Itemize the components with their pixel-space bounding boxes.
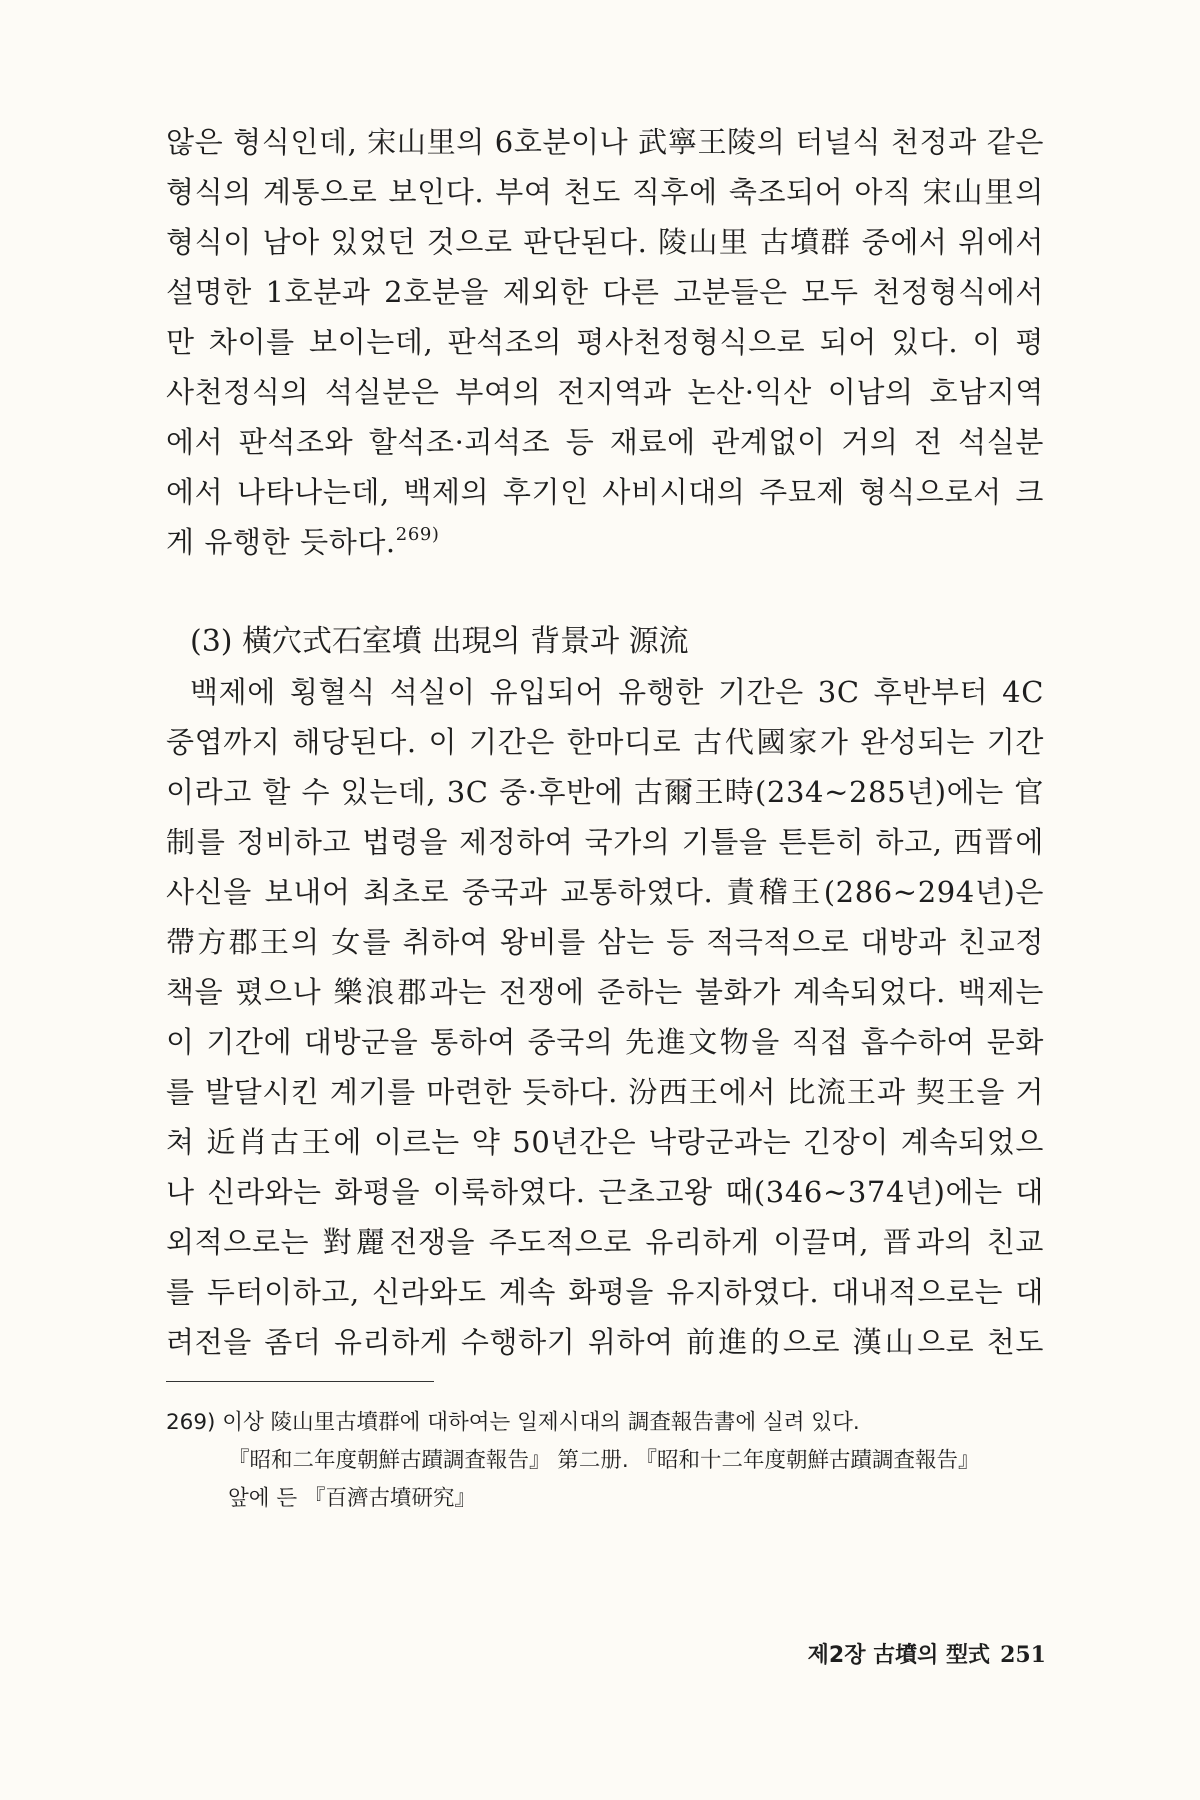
text-line: 쳐 近肖古王에 이르는 약 50년간은 낙랑군과는 긴장이 계속되었으	[166, 1125, 1044, 1159]
text-line: 사천정식의 석실분은 부여의 전지역과 논산·익산 이남의 호남지역	[166, 375, 1044, 409]
page-number: 251	[1000, 1642, 1046, 1668]
text-line: 려전을 좀더 유리하게 수행하기 위하여 前進的으로 漢山으로 천도	[166, 1325, 1044, 1359]
footnote-reference[interactable]: 269)	[395, 524, 440, 545]
text-line: 에서 판석조와 할석조·괴석조 등 재료에 관계없이 거의 전 석실분	[166, 425, 1044, 459]
text-line: 형식의 계통으로 보인다. 부여 천도 직후에 축조되어 아직 宋山里의	[166, 175, 1044, 209]
section-heading: (3) 橫穴式石室墳 出現의 背景과 源流	[190, 624, 689, 659]
text-line: 에서 나타나는데, 백제의 후기인 사비시대의 주묘제 형식으로서 크	[166, 475, 1044, 509]
text-line: 않은 형식인데, 宋山里의 6호분이나 武寧王陵의 터널식 천정과 같은	[166, 125, 1044, 159]
chapter-title: 제2장 古墳의 型式	[807, 1643, 991, 1668]
footnote-line: 269) 이상 陵山里古墳群에 대하여는 일제시대의 調査報告書에 실려 있다.	[166, 1410, 860, 1435]
text-line: 이라고 할 수 있는데, 3C 중·후반에 古爾王時(234~285년)에는 官	[166, 775, 1044, 809]
footnote-line: 『昭和二年度朝鮮古蹟調査報告』 第二册. 『昭和十二年度朝鮮古蹟調査報告』	[228, 1448, 980, 1473]
text-line: 이 기간에 대방군을 통하여 중국의 先進文物을 직접 흡수하여 문화	[166, 1025, 1044, 1059]
footnote-divider	[166, 1381, 434, 1382]
text-line: 를 두터이하고, 신라와도 계속 화평을 유지하였다. 대내적으로는 대	[166, 1275, 1044, 1309]
text-line: 를 발달시킨 계기를 마련한 듯하다. 汾西王에서 比流王과 契王을 거	[166, 1075, 1044, 1109]
text-line: 설명한 1호분과 2호분을 제외한 다른 고분들은 모두 천정형식에서	[166, 275, 1044, 309]
text-line: 나 신라와는 화평을 이룩하였다. 근초고왕 때(346~374년)에는 대	[166, 1175, 1044, 1209]
text-line: 형식이 남아 있었던 것으로 판단된다. 陵山里 古墳群 중에서 위에서	[166, 225, 1044, 259]
running-footer	[808, 1640, 1046, 1671]
text-line: 외적으로는 對麗전쟁을 주도적으로 유리하게 이끌며, 晋과의 친교	[166, 1225, 1044, 1259]
text-line: 백제에 횡혈식 석실이 유입되어 유행한 기간은 3C 후반부터 4C	[190, 675, 1044, 709]
text-line: 制를 정비하고 법령을 제정하여 국가의 기틀을 튼튼히 하고, 西晋에	[166, 825, 1044, 859]
text-line: 사신을 보내어 최초로 중국과 교통하였다. 責稽王(286~294년)은	[166, 875, 1044, 909]
text-line: 帶方郡王의 女를 취하여 왕비를 삼는 등 적극적으로 대방과 친교정	[166, 925, 1044, 959]
text-line: 만 차이를 보이는데, 판석조의 평사천정형식으로 되어 있다. 이 평	[166, 325, 1044, 359]
text-line: 책을 폈으나 樂浪郡과는 전쟁에 준하는 불화가 계속되었다. 백제는	[166, 975, 1044, 1009]
text-line-last	[166, 522, 1044, 562]
footnote-line: 앞에 든 『百濟古墳研究』	[228, 1486, 476, 1511]
text-line-content: 게 유행한 듯하다.	[166, 525, 396, 559]
text-line: 중엽까지 해당된다. 이 기간은 한마디로 古代國家가 완성되는 기간	[166, 725, 1044, 759]
